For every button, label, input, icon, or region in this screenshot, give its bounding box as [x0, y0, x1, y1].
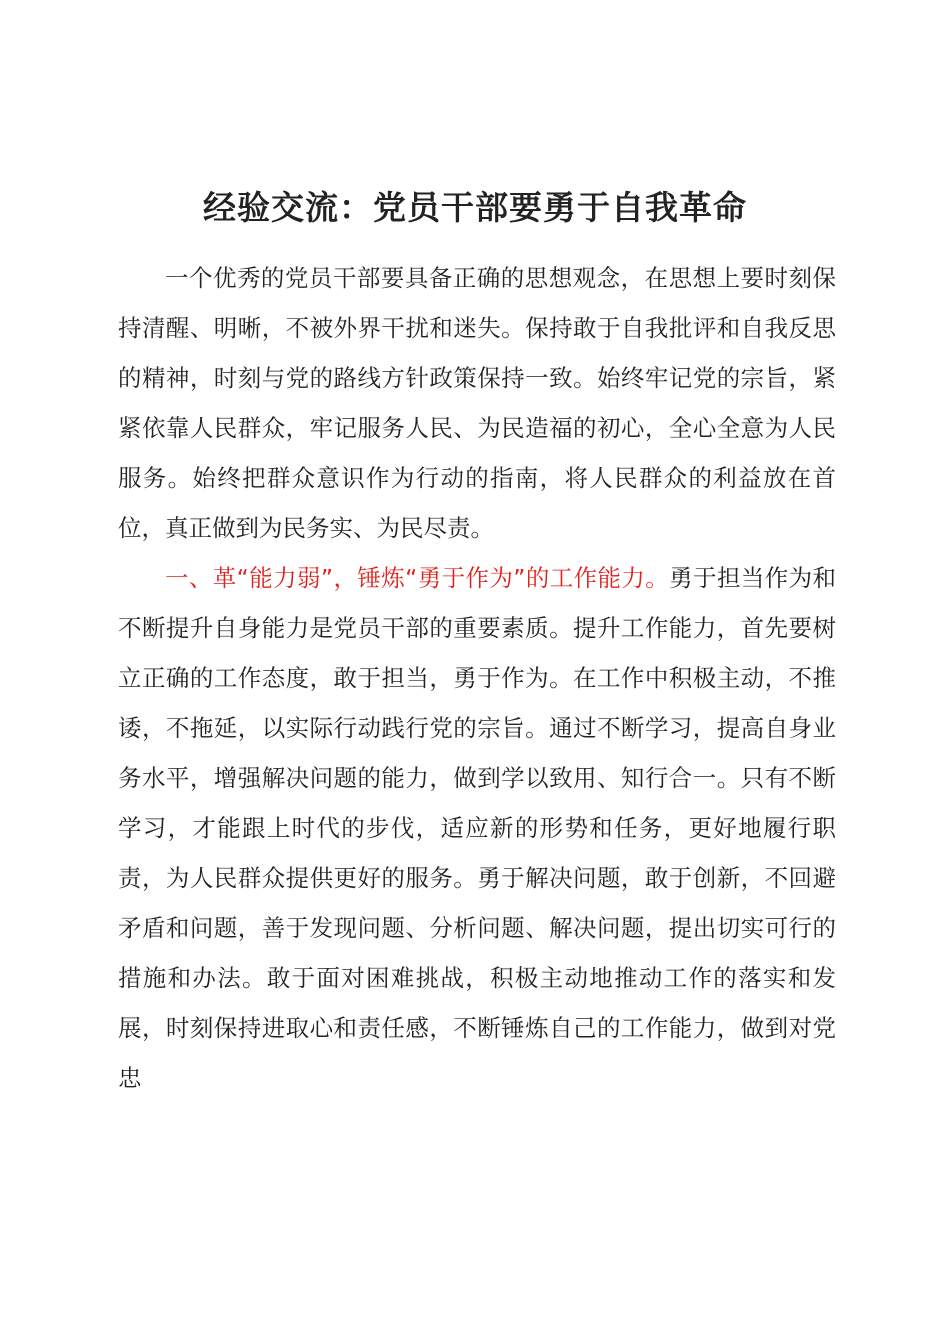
section-heading-1: 一、革“能力弱”，锤炼“勇于作为”的工作能力。	[165, 564, 670, 592]
document-body	[118, 253, 836, 1103]
paragraph-section-1	[118, 553, 836, 1103]
paragraph-section-1-text: 勇于担当作为和不断提升自身能力是党员干部的重要素质。提升工作能力，首先要树立正确的工作态度，敢于担当，勇于作为。在工作中积极主动，不推诿，不拖延，以实际行动践行党的宗旨。通过不断学习，提高自身业务水平，增强解决问题的能力，做到学以致用、知行合一。只有不断学习，才能跟上时代的步伐，适应新的形势和任务，更好地履行职责，为人民群众提供更好的服务。勇于解决问题，敢于创新，不回避矛盾和问题，善于发现问题、分析问题、解决问题，提出切实可行的措施和办法。敢于面对困难挑战，积极主动地推动工作的落实和发展，时刻保持进取心和责任感，不断锤炼自己的工作能力，做到对党忠	[118, 564, 837, 1092]
document-title: 经验交流：党员干部要勇于自我革命	[203, 188, 747, 227]
paragraph-intro-text: 一个优秀的党员干部要具备正确的思想观念，在思想上要时刻保持清醒、明晰，不被外界干扰和迷失。保持敢于自我批评和自我反思的精神，时刻与党的路线方针政策保持一致。始终牢记党的宗旨，紧紧依靠人民群众，牢记服务人民、为民造福的初心，全心全意为人民服务。始终把群众意识作为行动的指南，将人民群众的利益放在首位，真正做到为民务实、为民尽责。	[118, 264, 836, 542]
paragraph-intro	[118, 253, 836, 553]
